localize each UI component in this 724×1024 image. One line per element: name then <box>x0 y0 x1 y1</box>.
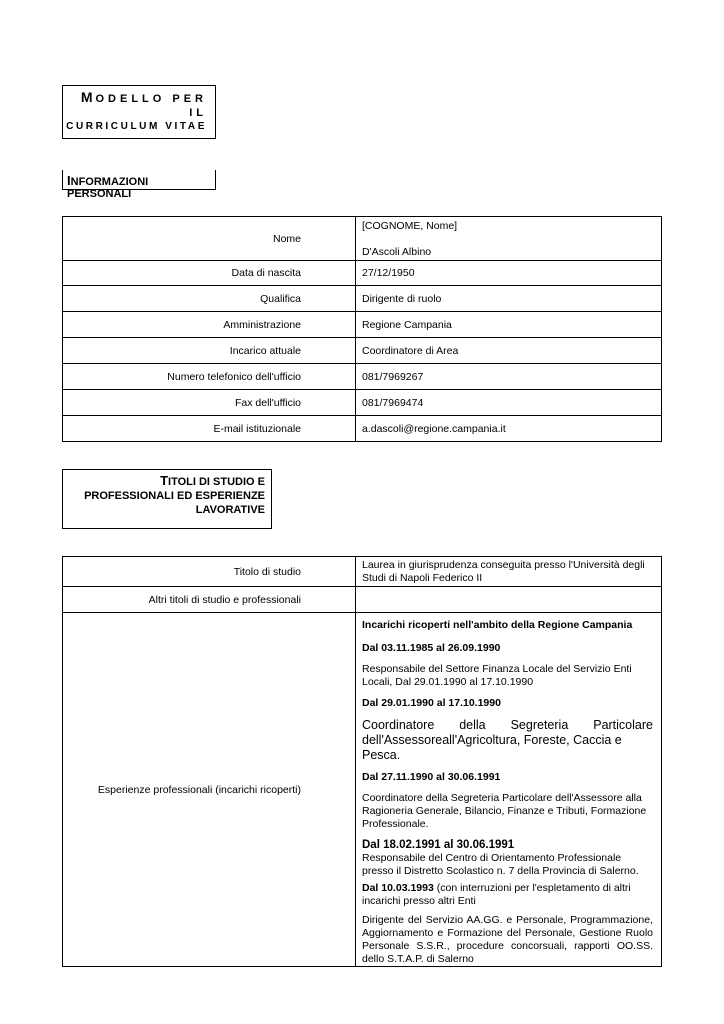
personal-info-table <box>62 216 662 442</box>
section-heading-personal: INFORMAZIONI PERSONALI <box>62 170 216 190</box>
experience-date: Dal 18.02.1991 al 30.06.1991 <box>362 839 515 851</box>
document-title-line2: CURRICULUM VITAE <box>66 121 207 132</box>
experience-date: Dal 03.11.1985 al 26.09.1990 <box>362 642 501 654</box>
table-row <box>63 364 662 390</box>
row-value: 081/7969474 <box>356 390 662 416</box>
studies-table <box>62 556 662 967</box>
nome-text: D'Ascoli Albino <box>362 245 432 258</box>
row-label: Fax dell'ufficio <box>63 390 332 416</box>
row-label: Numero telefonico dell'ufficio <box>63 364 332 390</box>
table-row <box>63 312 662 338</box>
document-title-line1: MODELLO PER IL <box>80 89 207 119</box>
experience-text: Responsabile del Centro di Orientamento Professionale presso il Distretto Scolastico n. 7 della Provincia di Salerno. <box>362 852 639 877</box>
titolo-value: Laurea in giurisprudenza conseguita presso l'Università degli Studi di Napoli Federico II <box>356 557 662 587</box>
experience-text: Coordinatore della Segreteria Particolare dell'Assessore alla Ragioneria Generale, Bilancio, Finanze e Tributi, Formazione Professionale. <box>362 792 647 830</box>
experience-heading: Incarichi ricoperti nell'ambito della Regione Campania <box>362 619 633 631</box>
experience-text: Responsabile del Settore Finanza Locale del Servizio Enti Locali, Dal 29.01.1990 al 17.10.1990 <box>362 663 632 688</box>
table-row <box>63 217 662 261</box>
row-value: Coordinatore di Area <box>356 338 662 364</box>
row-label: Incarico attuale <box>63 338 332 364</box>
row-value: 081/7969267 <box>356 364 662 390</box>
row-label: E-mail istituzionale <box>63 416 332 442</box>
titolo-label: Titolo di studio <box>63 557 332 587</box>
row-value: Dirigente di ruolo <box>356 286 662 312</box>
row-value: a.dascoli@regione.campania.it <box>356 416 662 442</box>
altri-value <box>356 587 662 613</box>
table-row <box>63 286 662 312</box>
nome-value <box>356 217 662 261</box>
altri-label: Altri titoli di studio e professionali <box>63 587 332 613</box>
nome-placeholder: [COGNOME, Nome] <box>362 219 458 232</box>
experience-text: Dal 10.03.1993 (con interruzioni per l'espletamento di altri incarichi presso altri Enti <box>362 882 631 907</box>
experience-text: Dirigente del Servizio AA.GG. e Personale, Programmazione, Aggiornamento e Formazione del Personale, Gestione Ruolo Personale S.S.R., procedure concorsuali, rapporti OO.SS. dello S.T.A.P. di Salerno <box>362 914 653 965</box>
document-title-box <box>62 85 216 139</box>
row-label: Qualifica <box>63 286 332 312</box>
table-row <box>63 613 662 967</box>
experience-date: Dal 27.11.1990 al 30.06.1991 <box>362 771 501 783</box>
table-row <box>63 390 662 416</box>
esperienze-label: Esperienze professionali (incarichi ricoperti) <box>63 613 332 967</box>
section-heading-studies: TITOLI DI STUDIO E PROFESSIONALI ED ESPERIENZE LAVORATIVE <box>62 469 272 529</box>
experience-date: Dal 29.01.1990 al 17.10.1990 <box>362 697 501 709</box>
table-row <box>63 587 662 613</box>
table-row <box>63 557 662 587</box>
table-row <box>63 338 662 364</box>
table-row <box>63 416 662 442</box>
table-row <box>63 261 662 286</box>
row-value: 27/12/1950 <box>356 261 662 286</box>
row-label: Amministrazione <box>63 312 332 338</box>
nome-label: Nome <box>63 217 332 261</box>
row-label: Data di nascita <box>63 261 332 286</box>
esperienze-value: Incarichi ricoperti nell'ambito della Regione Campania Dal 03.11.1985 al 26.09.1990 Responsabile del Settore Finanza Locale del Servizio Enti Locali, Dal 29.01.1990 al 17.10.1990 Dal 29.01.1990 al 17.10.1990 Coordinatore della Segreteria Particolare dell'Assessoreall'Agricoltura, Foreste, Caccia e Pesca. Dal 27.11.1990 al 30.06.1991 Coordinatore della Segreteria Particolare dell'Assessore alla Ragioneria Generale, Bilancio, Finanze e Tributi, Formazione Professionale. Dal 18.02.1991 al 30.06.1991 Responsabile del Centro di Orientamento Professionale presso il Distretto Scolastico n. 7 della Provincia di Salerno. Dal 10.03.1993 (con interruzioni per l'espletamento di altri incarichi presso altri Enti Dirigente del Servizio AA.GG. e Personale, Programmazione, Aggiornamento e Formazione del Personale, Gestione Ruolo Personale S.S.R., procedure concorsuali, rapporti OO.SS. dello S.T.A.P. di Salerno <box>356 613 662 967</box>
experience-text: Coordinatore della Segreteria Particolare <box>362 718 653 732</box>
row-value: Regione Campania <box>356 312 662 338</box>
